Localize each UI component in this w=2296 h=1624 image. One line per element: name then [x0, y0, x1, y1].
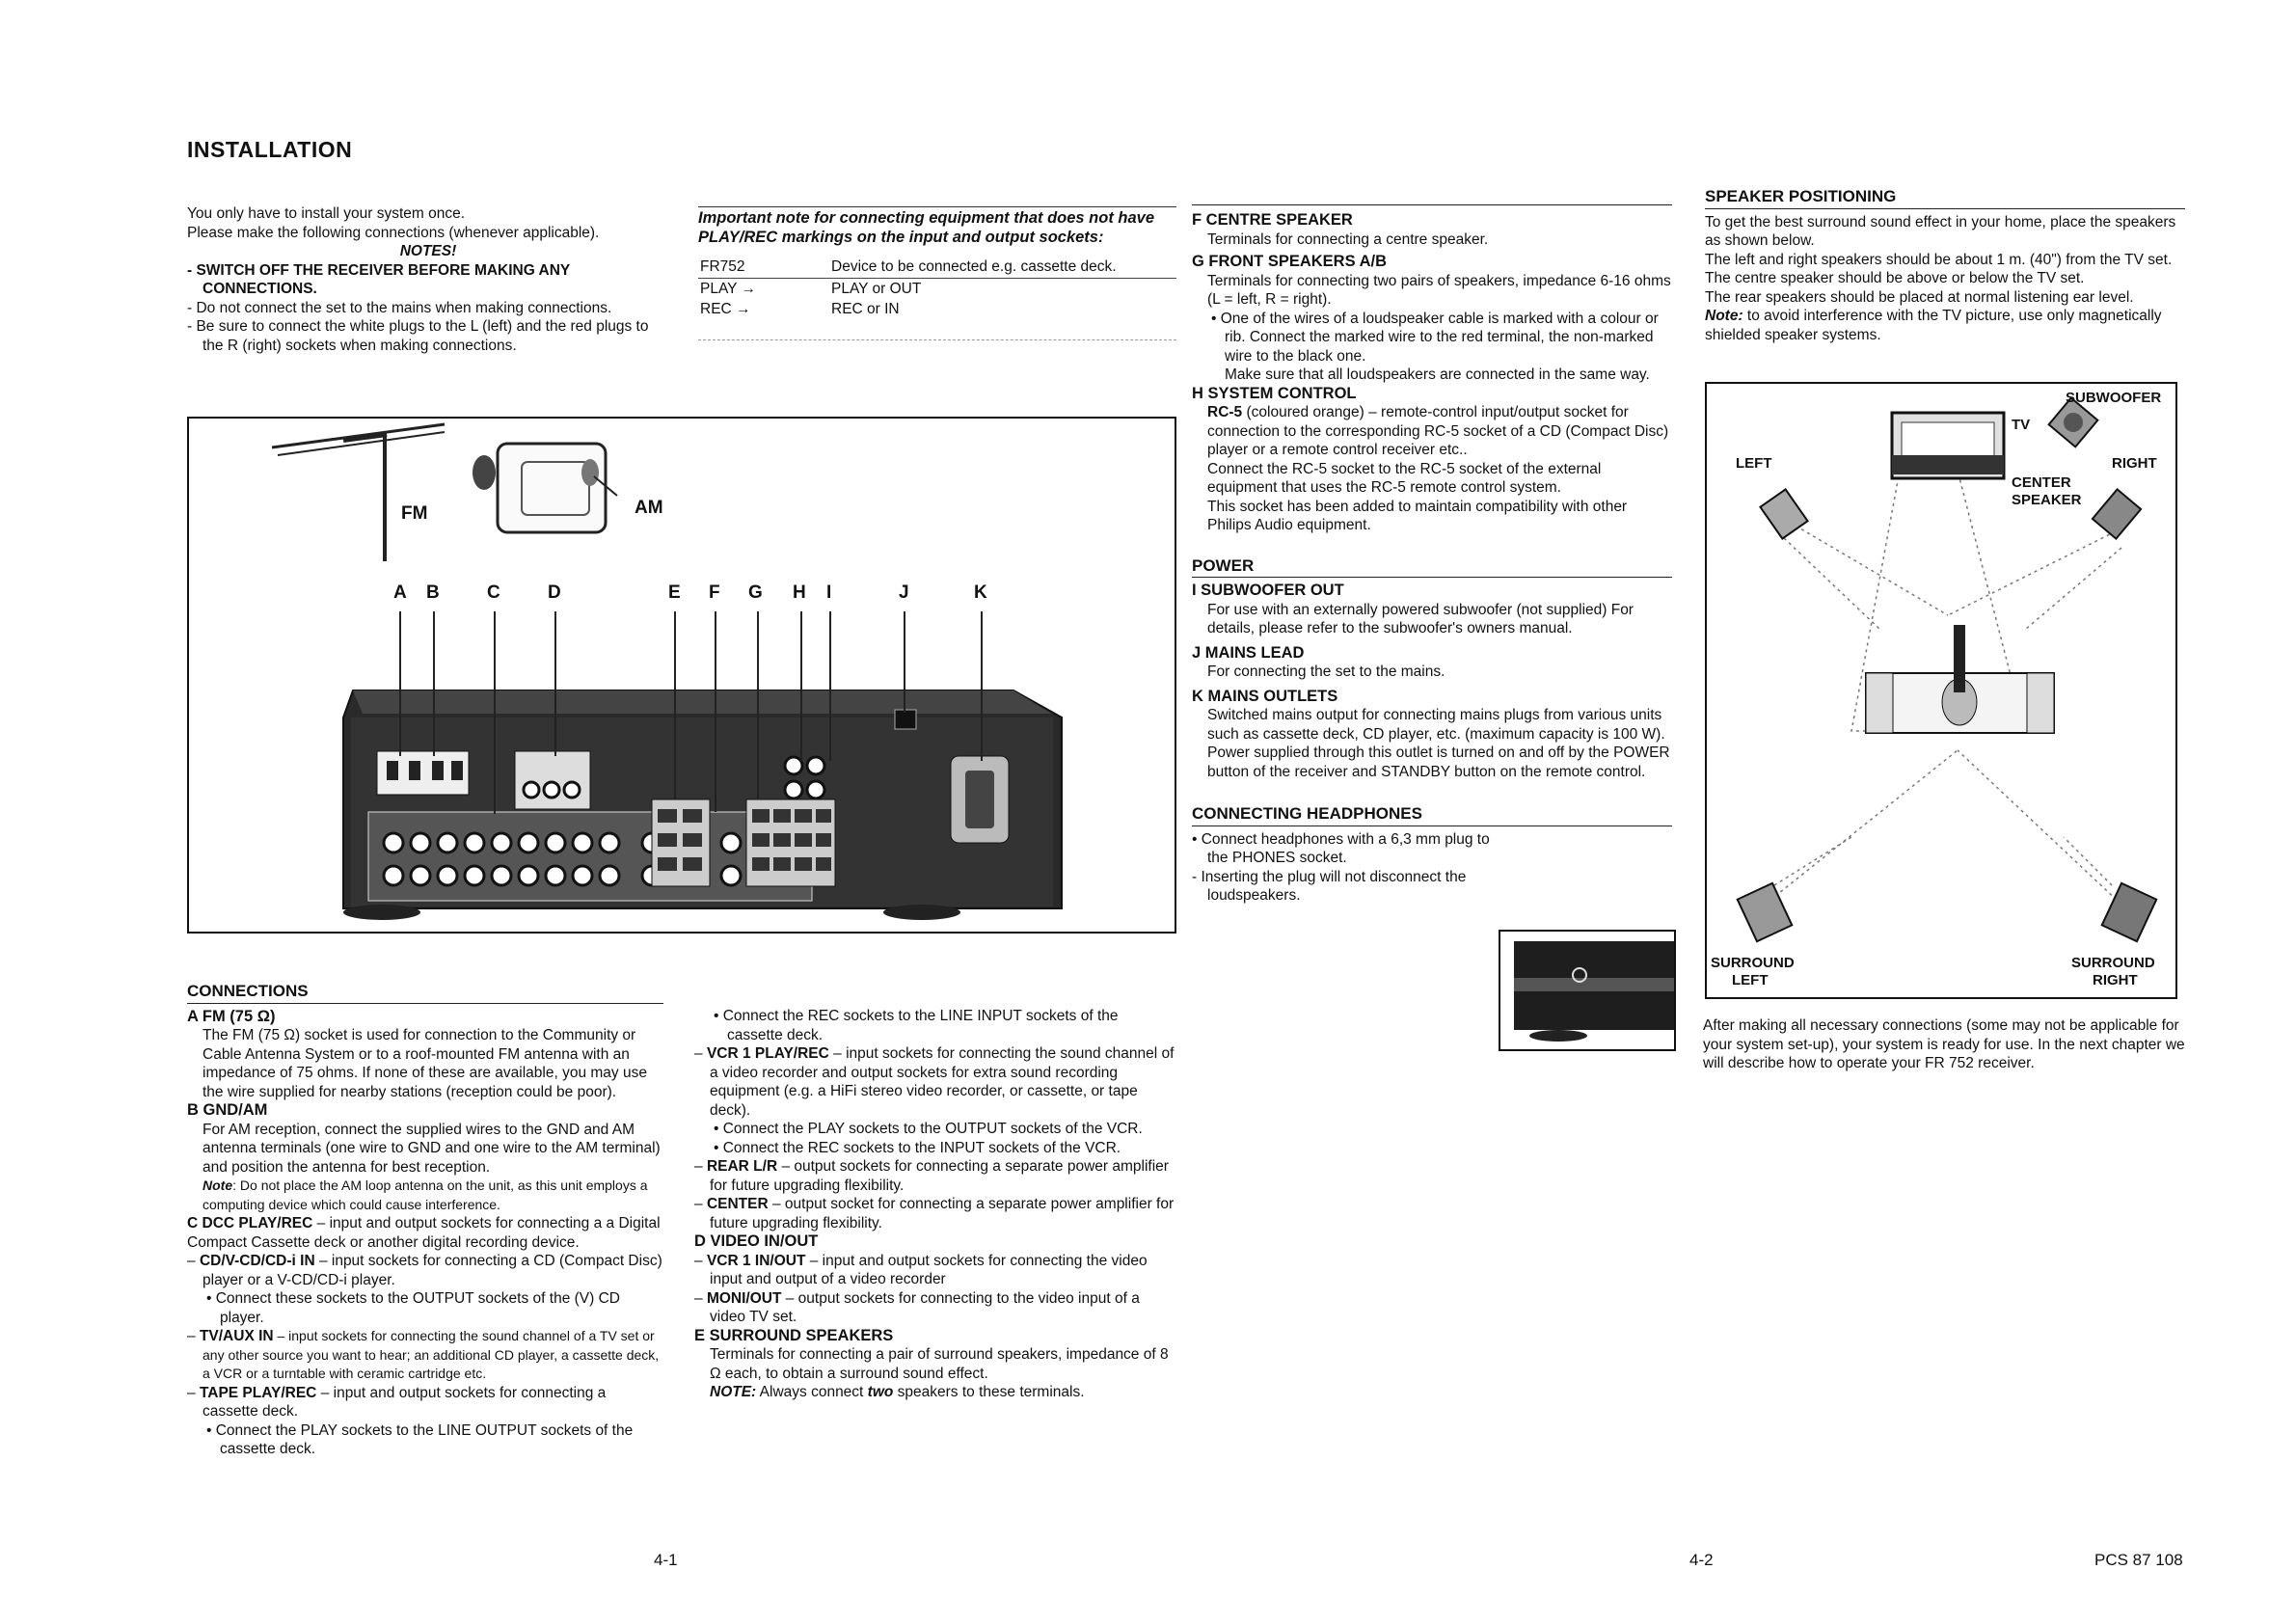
page-title: INSTALLATION: [187, 137, 353, 162]
table-cell: REC or IN: [831, 301, 900, 317]
connector-letter: J: [899, 582, 909, 603]
item-title: CD/V-CD/CD-i IN: [199, 1253, 315, 1269]
item-text: This socket has been added to maintain compatibility with other Philips Audio equipment.: [1207, 498, 1628, 533]
connector-letter: I: [826, 582, 832, 603]
intro-line: You only have to install your system once.: [187, 205, 466, 222]
table-cell: Device to be connected e.g. cassette deck.: [829, 257, 1176, 278]
connector-letter: D: [548, 582, 561, 603]
connector-letter: A: [393, 582, 407, 603]
rear-panel-drawing: [189, 419, 1175, 932]
bullet-item: • Connect the PLAY sockets to the LINE OUTPUT sockets of the cassette deck.: [206, 1421, 634, 1457]
item-title: MONI/OUT: [706, 1289, 782, 1307]
item-title: REAR L/R: [706, 1158, 778, 1175]
item-title: K MAINS OUTLETS: [1192, 687, 1338, 705]
item-text: – output sockets for connecting to the video input of a video TV set.: [710, 1289, 1140, 1325]
item-text: Terminals for connecting a centre speaker.: [1207, 230, 1489, 248]
item-text: – input and output sockets for connecting a cassette deck.: [203, 1384, 607, 1420]
table-row: [698, 257, 1176, 278]
connections-heading: CONNECTIONS: [187, 982, 663, 1004]
document-code: PCS 87 108: [2094, 1551, 2183, 1569]
intro-line: Please make the following connections (whenever applicable).: [187, 224, 600, 241]
table-row: [698, 299, 1176, 320]
bullet-item: • One of the wires of a loudspeaker cable is marked with a colour or rib. Connect the marked wire to the red terminal, the non-marked wire to the black one.: [1211, 310, 1659, 365]
item-title: I SUBWOOFER OUT: [1192, 582, 1344, 599]
am-label: AM: [635, 498, 663, 518]
fm-antenna-icon: [272, 424, 445, 561]
speaker-heading: SPEAKER POSITIONING: [1705, 187, 2185, 209]
connections-continued: • Connect the REC sockets to the LINE INPUT sockets of the cassette deck. – VCR 1 PLAY/REC – input sockets for connecting the sound channel of a video recorder and output sockets for extra sound recording equipment (e.g. a HiFi stereo video recorder, or cassette, or tape deck). • Connect the PLAY sockets to the OUTPUT sockets of the VCR. • Connect the REC sockets to the INPUT sockets of the VCR. – REAR L/R – output sockets for connecting a separate power amplifier for future upgrading flexibility. – CENTER – output socket for connecting a separate power amplifier for future upgrading flexibility. D VIDEO IN/OUT – VCR 1 IN/OUT – input and output sockets for connecting the video input and output of a video recorder – MONI/OUT – output sockets for connecting to the video input of a video TV set. E SURROUND SPEAKERS Terminals for connecting a pair of surround speakers, impedance of 8 Ω each, to obtain a surround sound effect. NOTE: Always connect two speakers to these terminals.: [694, 1007, 1176, 1402]
headphones-figure: [1499, 930, 1676, 1051]
notes-title: NOTES!: [399, 243, 457, 259]
item-text: Terminals for connecting a pair of surround speakers, impedance of 8 Ω each, to obtain a surround sound effect.: [710, 1346, 1169, 1382]
note-label: NOTE:: [710, 1384, 757, 1400]
tv-icon: [1892, 413, 2004, 478]
item-title: B GND/AM: [187, 1101, 268, 1119]
item-title: F CENTRE SPEAKER: [1192, 211, 1353, 229]
item-text: – output socket for connecting a separate power amplifier for future upgrading flexibility.: [710, 1196, 1175, 1232]
bullet-item: • Connect headphones with a 6,3 mm plug to the PHONES socket.: [1192, 830, 1490, 866]
item-title: VCR 1 IN/OUT: [706, 1252, 806, 1269]
item-title: TV/AUX IN: [199, 1328, 274, 1344]
item-text: For connecting the set to the mains.: [1207, 663, 1445, 680]
surround-left-label: LEFT: [1732, 972, 1769, 988]
item-text: – output sockets for connecting a separate power amplifier for future upgrading flexibility.: [710, 1158, 1169, 1194]
item-text: Switched mains output for connecting mains plugs from various units such as cassette deck, CD player, etc. (maximum capacity is 100 W).: [1207, 707, 1665, 743]
note-label: Note: [203, 1177, 233, 1193]
connector-letter: K: [974, 582, 987, 603]
bullet-item: • Connect the REC sockets to the LINE INPUT sockets of the cassette deck.: [714, 1008, 1119, 1043]
connector-letter: G: [748, 582, 763, 603]
item-title: J MAINS LEAD: [1192, 643, 1305, 662]
speaker-text: The centre speaker should be above or below the TV set.: [1705, 270, 2085, 286]
item-text: – input sockets for connecting the sound channel of a video recorder and output sockets for extra sound recording equipment (e.g. a HiFi stereo video recorder, or cassette, or tape deck).: [710, 1045, 1175, 1119]
important-note-box: [698, 206, 1176, 340]
note-text: Always connect: [756, 1384, 868, 1400]
room-diagram: [1707, 384, 2175, 997]
left-label: LEFT: [1736, 455, 1772, 472]
item-text: – input sockets for connecting the sound channel of a TV set or any other source you want to hear; an additional CD player, a cassette deck, a VCR or a turntable with ceramic cartridge etc.: [203, 1328, 660, 1381]
item-text: Make sure that all loudspeakers are connected in the same way.: [1225, 366, 1650, 383]
connector-letter: H: [793, 582, 806, 603]
item-title: G FRONT SPEAKERS A/B: [1192, 253, 1387, 270]
item-text: – input sockets for connecting a CD (Compact Disc) player or a V-CD/CD-i player.: [203, 1253, 662, 1288]
table-cell: REC →: [700, 301, 751, 317]
connector-letter: C: [487, 582, 500, 603]
bullet-item: • Connect the REC sockets to the INPUT sockets of the VCR.: [714, 1139, 1121, 1156]
center-label: SPEAKER: [2012, 492, 2082, 508]
note-text: to avoid interference with the TV picture, use only magnetically shielded speaker systems.: [1705, 308, 2162, 343]
receiver-body: [343, 690, 1062, 920]
item-title: CENTER: [706, 1196, 769, 1212]
item-text: For AM reception, connect the supplied wires to the GND and AM antenna terminals (one wire to GND and one wire to the AM terminal) and position the antenna for best reception.: [203, 1121, 661, 1176]
table-cell: FR752: [698, 257, 829, 278]
item-text: For use with an externally powered subwoofer (not supplied) For details, please refer to the subwoofer's owners manual.: [1207, 601, 1634, 636]
fm-label: FM: [401, 503, 428, 524]
speaker-text: The left and right speakers should be about 1 m. (40") from the TV set.: [1705, 251, 2173, 268]
surround-right-speaker-icon: [2102, 883, 2157, 941]
item-text: (coloured orange) – remote-control input/output socket for connection to the corresponding RC-5 socket of a CD (Compact Disc) player or a remote control receiver etc..: [1207, 404, 1669, 458]
table-cell: PLAY →: [700, 280, 757, 297]
intro-block: [187, 204, 669, 355]
surround-right-label: SURROUND: [2071, 955, 2155, 971]
left-speaker-icon: [1760, 489, 1807, 538]
rear-panel-figure: [187, 417, 1176, 934]
item-title: C DCC PLAY/REC: [187, 1215, 313, 1232]
surround-right-label: RIGHT: [2093, 972, 2138, 988]
speaker-text: To get the best surround sound effect in your home, place the speakers as shown below.: [1705, 213, 2176, 249]
item-title: VCR 1 PLAY/REC: [706, 1045, 829, 1062]
item-title: TAPE PLAY/REC: [199, 1384, 317, 1401]
item-text: – input and output sockets for connecting a a Digital Compact Cassette deck or another digital recording device.: [187, 1215, 661, 1251]
item-text: – input and output sockets for connecting the video input and output of a video recorder: [710, 1252, 1148, 1287]
item-title: D VIDEO IN/OUT: [694, 1232, 819, 1250]
surround-left-speaker-icon: [1738, 883, 1793, 941]
important-note-heading: Important note for connecting equipment that does not have PLAY/REC markings on the input and output sockets:: [698, 206, 1176, 247]
subwoofer-label: SUBWOOFER: [2066, 390, 2162, 406]
am-loop-antenna-icon: [473, 444, 617, 532]
right-label: RIGHT: [2112, 455, 2157, 472]
note-text: : Do not place the AM loop antenna on the unit, as this unit employs a computing device which could cause interference.: [203, 1177, 648, 1212]
speaker-layout-figure: [1705, 382, 2177, 999]
mapping-table: [698, 257, 1176, 320]
page-number: 4-1: [654, 1551, 678, 1569]
speaker-text: The rear speakers should be placed at normal listening ear level.: [1705, 288, 2134, 306]
connections-section: CONNECTIONS A FM (75 Ω) The FM (75 Ω) socket is used for connection to the Community or Cable Antenna System or to a roof-mounted FM antenna with an impedance of 75 ohms. If none of these are available, you may use the wire supplied for nearby stations (reception could be poor). B GND/AM For AM reception, connect the supplied wires to the GND and AM antenna terminals (one wire to GND and one wire to the AM terminal) and position the antenna for best reception. Note: Do not place the AM loop antenna on the unit, as this unit employs a computing device which could cause interference. C DCC PLAY/REC – input and output sockets for connecting a a Digital Compact Cassette deck or another digital recording device. – CD/V-CD/CD-i IN – input sockets for connecting a CD (Compact Disc) player or a V-CD/CD-i player. • Connect these sockets to the OUTPUT sockets of the (V) CD player. – TV/AUX IN – input sockets for connecting the sound channel of a TV set or any other source you want to hear; an additional CD player, a cassette deck, a VCR or a turntable with ceramic cartridge etc. – TAPE PLAY/REC – input and output sockets for connecting a cassette deck. • Connect the PLAY sockets to the LINE OUTPUT sockets of the cassette deck.: [187, 982, 662, 1457]
bullet-item: - Inserting the plug will not disconnect the loudspeakers.: [1192, 868, 1467, 904]
right-speaker-icon: [2093, 489, 2141, 538]
phones-socket-drawing: [1500, 932, 1674, 1049]
item-title: H SYSTEM CONTROL: [1192, 384, 1357, 402]
surround-left-label: SURROUND: [1711, 955, 1795, 971]
note-item: - Do not connect the set to the mains when making connections.: [187, 299, 612, 316]
rc5-label: RC-5: [1207, 404, 1243, 420]
table-cell: PLAY or OUT: [831, 280, 922, 297]
page-number: 4-2: [1689, 1551, 1714, 1569]
item-text: Terminals for connecting two pairs of speakers, impedance 6-16 ohms (L = left, R = right).: [1207, 272, 1671, 308]
note-label: Note:: [1705, 308, 1743, 324]
item-text: Connect the RC-5 socket to the RC-5 socket of the external equipment that uses the RC-5 remote control system.: [1207, 460, 1602, 496]
connections-right: [1192, 204, 1672, 906]
center-label: CENTER: [2012, 474, 2071, 491]
connector-letter: E: [668, 582, 681, 603]
table-row: [698, 278, 1176, 299]
bullet-item: • Connect the PLAY sockets to the OUTPUT sockets of the VCR.: [714, 1121, 1143, 1137]
note-emphasis: two: [867, 1384, 894, 1400]
speaker-positioning-section: [1705, 187, 2185, 344]
note-item: - SWITCH OFF THE RECEIVER BEFORE MAKING ANY CONNECTIONS.: [187, 261, 570, 297]
note-item: - Be sure to connect the white plugs to the L (left) and the red plugs to the R (right) sockets when making connections.: [187, 318, 649, 354]
headphones-heading: CONNECTING HEADPHONES: [1192, 804, 1672, 826]
item-text: Power supplied through this outlet is turned on and off by the POWER button of the receiver and STANDBY button on the remote control.: [1207, 744, 1670, 780]
note-text: speakers to these terminals.: [893, 1384, 1085, 1400]
item-title: E SURROUND SPEAKERS: [694, 1326, 894, 1344]
connector-letter: B: [426, 582, 440, 603]
item-title: A FM (75 Ω): [187, 1007, 276, 1025]
connector-letter: F: [709, 582, 720, 603]
tv-label: TV: [2012, 417, 2031, 433]
bullet-item: • Connect these sockets to the OUTPUT sockets of the (V) CD player.: [206, 1290, 620, 1326]
after-text: After making all necessary connections (some may not be applicable for your system set-up), your system is ready for use. In the next chapter we will describe how to operate your FR 752 receiver.: [1703, 1017, 2185, 1071]
power-heading: POWER: [1192, 556, 1672, 579]
item-text: The FM (75 Ω) socket is used for connection to the Community or Cable Antenna System or to a roof-mounted FM antenna with an impedance of 75 ohms. If none of these are available, you may use the wire supplied for nearby stations (reception could be poor).: [203, 1027, 647, 1100]
